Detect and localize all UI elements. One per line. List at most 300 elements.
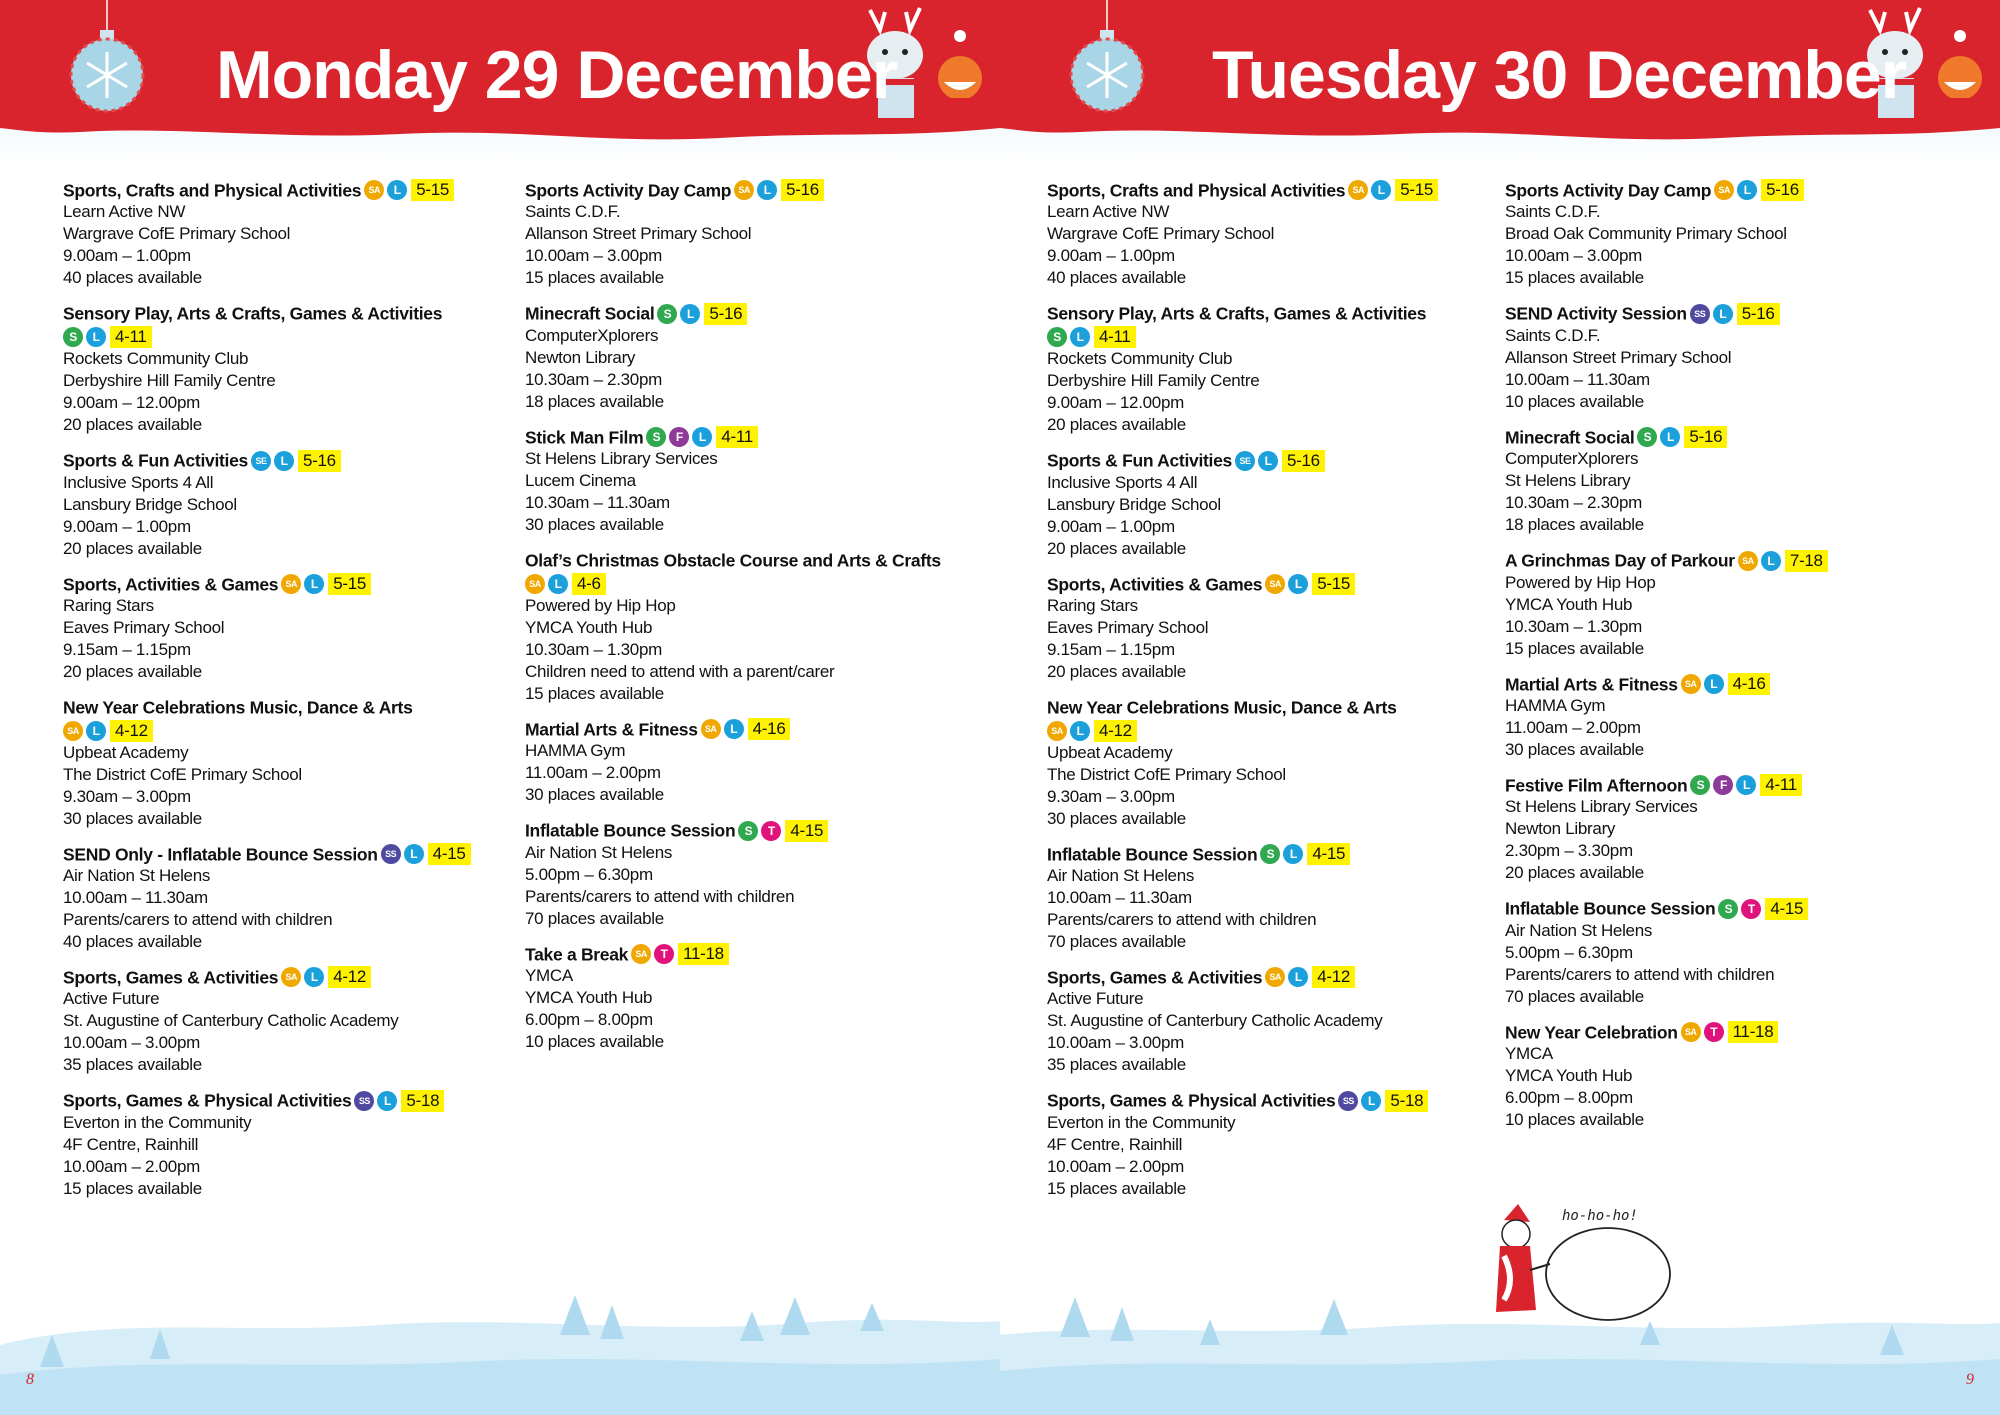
event-detail: YMCA Youth Hub: [1505, 1066, 1633, 1085]
event-badges-row: [63, 325, 503, 348]
badge-l-icon: L: [404, 844, 424, 864]
event-title-row: [525, 717, 965, 740]
badge-s-icon: S: [1718, 899, 1738, 919]
event-detail: St Helens Library Services: [1505, 797, 1698, 817]
event-detail: 20 places available: [1047, 538, 1186, 558]
event-title: Sports Activity Day Camp: [525, 180, 732, 201]
event-detail: YMCA: [525, 966, 573, 985]
event-detail: 9.00am – 1.00pm: [63, 246, 191, 266]
header-banner: [0, 0, 1000, 165]
event-detail: YMCA: [1505, 1044, 1553, 1063]
events-column: [525, 178, 965, 1065]
event-title-row: [63, 178, 503, 201]
event-detail: 10.00am – 3.00pm: [1047, 1033, 1184, 1053]
event-detail: Air Nation St Helens: [525, 842, 673, 862]
badge-s-icon: S: [1637, 427, 1657, 447]
badge-s-icon: S: [738, 821, 758, 841]
age-range-badge: 5-18: [1385, 1090, 1428, 1112]
event-title: Sports, Games & Activities: [1047, 967, 1263, 988]
event-detail: 20 places available: [63, 661, 202, 681]
event-detail: 15 places available: [1505, 638, 1644, 658]
event-detail: 10.30am – 1.30pm: [525, 639, 662, 659]
event-entry: [1505, 301, 1945, 412]
event-detail: Saints C.D.F.: [1505, 202, 1601, 222]
event-detail: St. Augustine of Canterbury Catholic Academy: [1047, 1011, 1383, 1031]
event-detail: Lucem Cinema: [525, 471, 636, 491]
badge-sa-icon: SA: [281, 967, 301, 987]
event-detail: 18 places available: [1505, 515, 1644, 535]
event-title: Sports, Games & Physical Activities: [1047, 1090, 1336, 1111]
event-detail: 10.00am – 11.30am: [63, 888, 208, 907]
event-detail: Derbyshire Hill Family Centre: [63, 371, 276, 391]
event-title-row: [525, 942, 965, 965]
event-detail: 10.30am – 11.30am: [525, 493, 670, 513]
event-title-row: [525, 818, 965, 841]
event-detail: 15 places available: [525, 268, 664, 288]
event-badges-row: [1047, 325, 1487, 348]
snowy-landscape-footer: [0, 1275, 1000, 1415]
event-title-row: [63, 301, 503, 324]
event-detail: Rockets Community Club: [1047, 349, 1233, 369]
event-detail: 20 places available: [63, 538, 202, 558]
event-title: New Year Celebration: [1505, 1022, 1678, 1042]
event-detail: 15 places available: [1047, 1178, 1186, 1198]
event-detail: Saints C.D.F.: [525, 202, 621, 222]
badge-l-icon: L: [304, 967, 324, 987]
event-detail: 10.00am – 2.00pm: [1047, 1156, 1184, 1176]
event-detail: Everton in the Community: [1047, 1112, 1236, 1132]
event-title: SEND Only - Inflatable Bounce Session: [63, 844, 378, 864]
badge-l-icon: L: [1761, 551, 1781, 571]
event-title-row: [1047, 1088, 1487, 1111]
event-title: Stick Man Film: [525, 427, 644, 448]
event-title: Martial Arts & Fitness: [525, 719, 698, 740]
badge-l-icon: L: [1288, 574, 1308, 594]
event-entry: [525, 425, 965, 536]
badge-sa-icon: SA: [1047, 721, 1067, 741]
badge-l-icon: L: [1258, 451, 1278, 471]
events-column: [1505, 178, 1945, 1143]
event-entry: [1047, 965, 1487, 1076]
badge-ss-icon: SS: [354, 1091, 374, 1111]
event-title-row: [1047, 695, 1487, 718]
event-detail: Everton in the Community: [63, 1112, 252, 1132]
age-range-badge: 5-15: [1395, 179, 1438, 201]
event-detail: HAMMA Gym: [1505, 695, 1606, 715]
christmas-ornament-icon: [62, 0, 152, 115]
event-badges-row: [1047, 718, 1487, 741]
event-detail: 11.00am – 2.00pm: [1505, 717, 1641, 737]
event-title-row: [1047, 178, 1487, 201]
event-title: Martial Arts & Fitness: [1505, 673, 1678, 694]
badge-l-icon: L: [1736, 775, 1756, 795]
event-detail: 70 places available: [525, 908, 664, 928]
event-title: Sports, Crafts and Physical Activities: [1047, 180, 1346, 201]
badge-sa-icon: SA: [1714, 180, 1734, 200]
event-detail: 40 places available: [63, 932, 202, 951]
badge-l-icon: L: [1288, 967, 1308, 987]
event-entry: [1047, 842, 1487, 953]
event-badges-row: [63, 718, 503, 741]
event-entry: [1505, 425, 1945, 536]
badge-l-icon: L: [548, 574, 568, 594]
event-detail: 20 places available: [63, 415, 202, 435]
event-title-row: [1505, 425, 1945, 448]
badge-l-icon: L: [304, 574, 324, 594]
event-detail: Parents/carers to attend with children: [1505, 964, 1775, 984]
badge-sa-icon: SA: [734, 180, 754, 200]
event-detail: Newton Library: [525, 347, 636, 367]
badge-t-icon: T: [1704, 1022, 1724, 1042]
age-range-badge: 5-16: [1761, 179, 1804, 201]
event-entry: [63, 301, 503, 436]
event-detail: 30 places available: [1047, 808, 1186, 828]
event-entry: [525, 548, 965, 705]
event-detail: 10.00am – 3.00pm: [525, 246, 662, 266]
event-detail: 9.30am – 3.00pm: [1047, 786, 1175, 806]
age-range-badge: 5-16: [1737, 303, 1780, 325]
event-detail: Parents/carers to attend with children: [63, 910, 333, 929]
badge-f-icon: F: [669, 427, 689, 447]
event-title-row: [1505, 896, 1945, 919]
badge-l-icon: L: [1070, 721, 1090, 741]
event-detail: 18 places available: [525, 391, 664, 411]
event-title: Inflatable Bounce Session: [525, 820, 736, 841]
badge-sa-icon: SA: [1265, 967, 1285, 987]
event-title: Sensory Play, Arts & Crafts, Games & Activities: [63, 303, 443, 324]
event-title: A Grinchmas Day of Parkour: [1505, 550, 1735, 571]
event-detail: Allanson Street Primary School: [1505, 347, 1732, 367]
event-title-row: [525, 178, 965, 201]
event-entry: [525, 818, 965, 929]
event-entry: [1047, 1088, 1487, 1199]
event-detail: Saints C.D.F.: [1505, 325, 1601, 345]
event-title-row: [1505, 178, 1945, 201]
event-detail: Upbeat Academy: [1047, 742, 1173, 762]
event-title: Minecraft Social: [525, 303, 655, 324]
event-detail: 10 places available: [1505, 1110, 1644, 1129]
event-title-row: [63, 965, 503, 988]
event-detail: Lansbury Bridge School: [63, 494, 237, 514]
event-detail: HAMMA Gym: [525, 741, 626, 761]
event-detail: 9.00am – 1.00pm: [1047, 516, 1175, 536]
event-title: Sports, Crafts and Physical Activities: [63, 180, 362, 201]
event-detail: Derbyshire Hill Family Centre: [1047, 371, 1260, 391]
event-entry: [1047, 178, 1487, 289]
age-range-badge: 4-16: [748, 718, 791, 740]
badge-l-icon: L: [757, 180, 777, 200]
events-column: [63, 178, 503, 1212]
event-entry: [1047, 301, 1487, 436]
event-title-row: [1505, 672, 1945, 695]
age-range-badge: 4-12: [110, 720, 153, 742]
age-range-badge: 4-11: [1094, 326, 1136, 348]
age-range-badge: 5-18: [401, 1090, 444, 1112]
age-range-badge: 4-11: [110, 326, 152, 348]
event-detail: 9.00am – 1.00pm: [63, 516, 191, 536]
event-detail: Learn Active NW: [63, 202, 186, 222]
event-detail: Powered by Hip Hop: [525, 595, 676, 615]
badge-sa-icon: SA: [1681, 1022, 1701, 1042]
event-title-row: [63, 572, 503, 595]
badge-l-icon: L: [1371, 180, 1391, 200]
badge-se-icon: SE: [251, 451, 271, 471]
badge-sa-icon: SA: [364, 180, 384, 200]
event-entry: [1047, 695, 1487, 830]
event-detail: YMCA Youth Hub: [1505, 594, 1633, 614]
event-title-row: [525, 301, 965, 324]
event-title: Sports, Games & Physical Activities: [63, 1090, 352, 1111]
event-detail: Eaves Primary School: [63, 617, 225, 637]
age-range-badge: 5-16: [704, 303, 747, 325]
event-detail: 10.00am – 11.30am: [1047, 888, 1192, 907]
badge-se-icon: SE: [1235, 451, 1255, 471]
event-detail: Upbeat Academy: [63, 742, 189, 762]
event-detail: Eaves Primary School: [1047, 617, 1209, 637]
age-range-badge: 5-15: [1312, 573, 1355, 595]
age-range-badge: 4-11: [716, 426, 758, 448]
event-detail: Raring Stars: [63, 595, 154, 615]
badge-sa-icon: SA: [631, 944, 651, 964]
event-detail: 20 places available: [1047, 661, 1186, 681]
event-detail: Newton Library: [1505, 819, 1616, 839]
badge-l-icon: L: [387, 180, 407, 200]
event-detail: Lansbury Bridge School: [1047, 494, 1221, 514]
page-tuesday: [1000, 0, 2000, 1415]
event-detail: 10.30am – 2.30pm: [525, 369, 662, 389]
age-range-badge: 7-18: [1785, 550, 1828, 572]
event-detail: 9.00am – 12.00pm: [1047, 393, 1184, 413]
event-title-row: [63, 1088, 503, 1111]
event-detail: 35 places available: [1047, 1055, 1186, 1075]
event-title: SEND Activity Session: [1505, 303, 1687, 324]
event-detail: Parents/carers to attend with children: [1047, 910, 1317, 929]
badge-l-icon: L: [1660, 427, 1680, 447]
event-title: Sports & Fun Activities: [1047, 450, 1232, 471]
event-title-row: [1047, 965, 1487, 988]
badge-sa-icon: SA: [281, 574, 301, 594]
event-detail: 4F Centre, Rainhill: [63, 1134, 199, 1154]
event-detail: Children need to attend with a parent/carer: [525, 661, 835, 681]
event-entry: [1047, 572, 1487, 683]
age-range-badge: 4-11: [1760, 774, 1802, 796]
event-entry: [1505, 896, 1945, 1007]
badge-t-icon: T: [761, 821, 781, 841]
page-title: Monday 29 December: [216, 37, 898, 113]
age-range-badge: 5-16: [781, 179, 824, 201]
badge-s-icon: S: [63, 327, 83, 347]
event-detail: 15 places available: [63, 1178, 202, 1198]
age-range-badge: 4-12: [328, 966, 371, 988]
event-detail: 30 places available: [1505, 739, 1644, 759]
event-title-row: [525, 548, 965, 571]
event-entry: [63, 965, 503, 1076]
badge-sa-icon: SA: [1348, 180, 1368, 200]
event-detail: ComputerXplorers: [525, 325, 659, 345]
event-detail: 20 places available: [1505, 863, 1644, 883]
event-title-row: [1047, 572, 1487, 595]
badge-l-icon: L: [692, 427, 712, 447]
age-range-badge: 5-16: [1282, 450, 1325, 472]
event-title: Sports, Games & Activities: [63, 967, 279, 988]
event-detail: 10.00am – 3.00pm: [1505, 246, 1642, 266]
badge-l-icon: L: [377, 1091, 397, 1111]
event-entry: [1505, 1020, 1945, 1131]
event-detail: 70 places available: [1047, 932, 1186, 951]
event-entry: [63, 178, 503, 289]
event-detail: Active Future: [63, 989, 160, 1009]
header-banner: [1000, 0, 2000, 165]
event-detail: 40 places available: [1047, 268, 1186, 288]
badge-sa-icon: SA: [63, 721, 83, 741]
event-detail: The District CofE Primary School: [63, 764, 302, 784]
age-range-badge: 11-18: [1728, 1021, 1779, 1043]
page-title: Tuesday 30 December: [1212, 37, 1907, 113]
event-detail: Rockets Community Club: [63, 349, 249, 369]
page-number: 9: [1966, 1371, 1974, 1388]
event-title: Inflatable Bounce Session: [1047, 844, 1258, 864]
age-range-badge: 4-6: [572, 573, 606, 595]
event-title-row: [1505, 773, 1945, 796]
event-entry: [63, 695, 503, 830]
event-title: Sports, Activities & Games: [63, 573, 279, 594]
badge-l-icon: L: [1283, 844, 1303, 864]
event-title: Inflatable Bounce Session: [1505, 898, 1716, 919]
badge-sa-icon: SA: [1738, 551, 1758, 571]
event-detail: 15 places available: [525, 683, 664, 703]
event-title: Take a Break: [525, 944, 629, 964]
badge-s-icon: S: [1260, 844, 1280, 864]
event-title-row: [63, 695, 503, 718]
event-title: Festive Film Afternoon: [1505, 775, 1688, 796]
badge-s-icon: S: [646, 427, 666, 447]
event-detail: 10.00am – 3.00pm: [63, 1033, 200, 1053]
badge-l-icon: L: [1070, 327, 1090, 347]
event-detail: 10.30am – 1.30pm: [1505, 616, 1642, 636]
badge-s-icon: S: [657, 304, 677, 324]
event-detail: Inclusive Sports 4 All: [1047, 472, 1198, 492]
event-detail: Air Nation St Helens: [1505, 920, 1653, 940]
event-title-row: [1505, 301, 1945, 324]
badge-ss-icon: SS: [1338, 1091, 1358, 1111]
badge-sa-icon: SA: [701, 719, 721, 739]
age-range-badge: 4-12: [1312, 966, 1355, 988]
page-number: 8: [26, 1371, 34, 1388]
events-column: [1047, 178, 1487, 1212]
event-entry: [63, 842, 503, 953]
event-title-row: [1505, 548, 1945, 571]
badge-l-icon: L: [680, 304, 700, 324]
event-detail: 10.00am – 11.30am: [1505, 369, 1650, 389]
event-detail: Allanson Street Primary School: [525, 224, 752, 244]
event-title: Sports & Fun Activities: [63, 450, 248, 471]
badge-l-icon: L: [86, 721, 106, 741]
age-range-badge: 4-15: [1307, 843, 1350, 865]
badge-f-icon: F: [1713, 775, 1733, 795]
event-detail: St Helens Library Services: [525, 449, 718, 469]
event-detail: 10 places available: [1505, 391, 1644, 411]
age-range-badge: 4-16: [1728, 673, 1771, 695]
event-detail: ComputerXplorers: [1505, 449, 1639, 469]
event-detail: 35 places available: [63, 1055, 202, 1075]
event-detail: 5.00pm – 6.30pm: [1505, 942, 1633, 962]
event-detail: 6.00pm – 8.00pm: [525, 1010, 653, 1029]
event-detail: YMCA Youth Hub: [525, 988, 653, 1007]
event-detail: 9.00am – 1.00pm: [1047, 246, 1175, 266]
event-detail: 20 places available: [1047, 415, 1186, 435]
event-entry: [63, 1088, 503, 1199]
event-detail: 10.00am – 2.00pm: [63, 1156, 200, 1176]
event-detail: 70 places available: [1505, 986, 1644, 1006]
badge-l-icon: L: [1361, 1091, 1381, 1111]
event-detail: Active Future: [1047, 989, 1144, 1009]
age-range-badge: 11-18: [678, 943, 729, 965]
badge-s-icon: S: [1690, 775, 1710, 795]
badge-l-icon: L: [1713, 304, 1733, 324]
badge-l-icon: L: [274, 451, 294, 471]
event-detail: Raring Stars: [1047, 595, 1138, 615]
speech-text: ho-ho-ho!: [1562, 1208, 1638, 1224]
age-range-badge: 4-15: [785, 820, 828, 842]
event-entry: [525, 301, 965, 412]
event-title: Olaf’s Christmas Obstacle Course and Arts & Crafts: [525, 550, 941, 571]
event-detail: 10 places available: [525, 1032, 664, 1051]
event-title-row: [1505, 1020, 1945, 1043]
badge-l-icon: L: [1704, 674, 1724, 694]
event-entry: [63, 572, 503, 683]
event-entry: [1047, 448, 1487, 559]
event-detail: Air Nation St Helens: [1047, 866, 1195, 885]
event-detail: 15 places available: [1505, 268, 1644, 288]
event-title-row: [63, 842, 503, 865]
event-detail: 9.15am – 1.15pm: [1047, 639, 1175, 659]
event-detail: 40 places available: [63, 268, 202, 288]
event-detail: Parents/carers to attend with children: [525, 886, 795, 906]
event-entry: [1505, 178, 1945, 289]
age-range-badge: 5-16: [1684, 426, 1727, 448]
event-detail: YMCA Youth Hub: [525, 617, 653, 637]
event-detail: 6.00pm – 8.00pm: [1505, 1088, 1633, 1107]
event-title-row: [1047, 301, 1487, 324]
event-entry: [525, 178, 965, 289]
event-detail: Air Nation St Helens: [63, 866, 211, 885]
age-range-badge: 4-15: [428, 843, 471, 865]
badge-l-icon: L: [86, 327, 106, 347]
event-detail: 9.30am – 3.00pm: [63, 786, 191, 806]
event-detail: 30 places available: [525, 785, 664, 805]
event-detail: 2.30pm – 3.30pm: [1505, 841, 1633, 861]
event-title: New Year Celebrations Music, Dance & Arts: [63, 697, 413, 718]
event-title: Sports Activity Day Camp: [1505, 180, 1712, 201]
badge-ss-icon: SS: [381, 844, 401, 864]
event-entry: [1505, 548, 1945, 659]
christmas-ornament-icon: [1062, 0, 1152, 115]
event-detail: Powered by Hip Hop: [1505, 572, 1656, 592]
event-entry: [1505, 672, 1945, 761]
event-title: Sensory Play, Arts & Crafts, Games & Activities: [1047, 303, 1427, 324]
event-detail: Wargrave CofE Primary School: [63, 224, 291, 244]
event-title: Minecraft Social: [1505, 427, 1635, 448]
event-title-row: [1047, 842, 1487, 865]
badge-sa-icon: SA: [1265, 574, 1285, 594]
badge-t-icon: T: [654, 944, 674, 964]
event-detail: 30 places available: [63, 808, 202, 828]
age-range-badge: 5-15: [328, 573, 371, 595]
event-detail: The District CofE Primary School: [1047, 764, 1286, 784]
event-detail: Inclusive Sports 4 All: [63, 472, 214, 492]
event-title-row: [1047, 448, 1487, 471]
badge-t-icon: T: [1741, 899, 1761, 919]
